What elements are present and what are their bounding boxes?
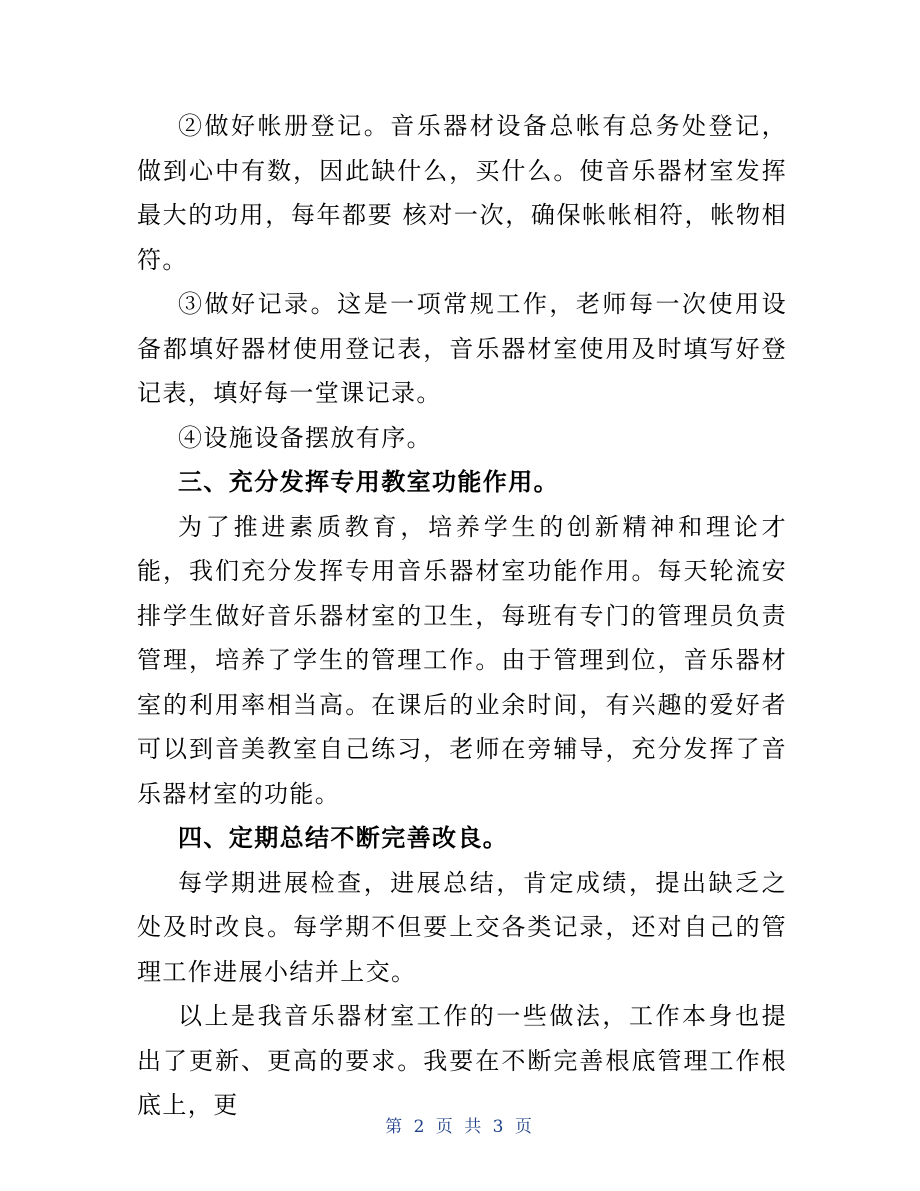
paragraph-ledger-registration: ②做好帐册登记。音乐器材设备总帐有总务处登记，做到心中有数，因此缺什么，买什么。使音乐器材室发挥最大的功用，每年都要 核对一次，确保帐帐相符，帐物相符。 bbox=[137, 112, 787, 274]
paragraph-records: ③做好记录。这是一项常规工作，老师每一次使用设备都填好器材使用登记表，音乐器材室使用及时填写好登记表，填好每一堂课记录。 bbox=[137, 290, 787, 407]
paragraph-conclusion: 以上是我音乐器材室工作的一些做法，工作本身也提出了更新、更高的要求。我要在不断完善根底管理工作根底上，更 bbox=[137, 1002, 787, 1119]
document-body bbox=[137, 104, 787, 1128]
paragraph-classroom-function: 为了推进素质教育，培养学生的创新精神和理论才能，我们充分发挥专用音乐器材室功能作用。每天轮流安排学生做好音乐器材室的卫生，每班有专门的管理员负责管理，培养了学生的管理工作。由于管理到位，音乐器材室的利用率相当高。在课后的业余时间，有兴趣的爱好者可以到音美教室自己练习，老师在旁辅导，充分发挥了音乐器材室的功能。 bbox=[137, 512, 787, 808]
section-heading-four: 四、定期总结不断完善改良。 bbox=[178, 823, 509, 852]
section-heading-three: 三、充分发挥专用教室功能作用。 bbox=[178, 467, 559, 496]
paragraph-equipment-order: ④设施设备摆放有序。 bbox=[178, 423, 432, 452]
page-number-footer: 第 2 页 共 3 页 bbox=[385, 1117, 535, 1137]
paragraph-semester-review: 每学期进展检查，进展总结，肯定成绩，提出缺乏之处及时改良。每学期不但要上交各类记录，还对自己的管理工作进展小结并上交。 bbox=[137, 868, 787, 986]
